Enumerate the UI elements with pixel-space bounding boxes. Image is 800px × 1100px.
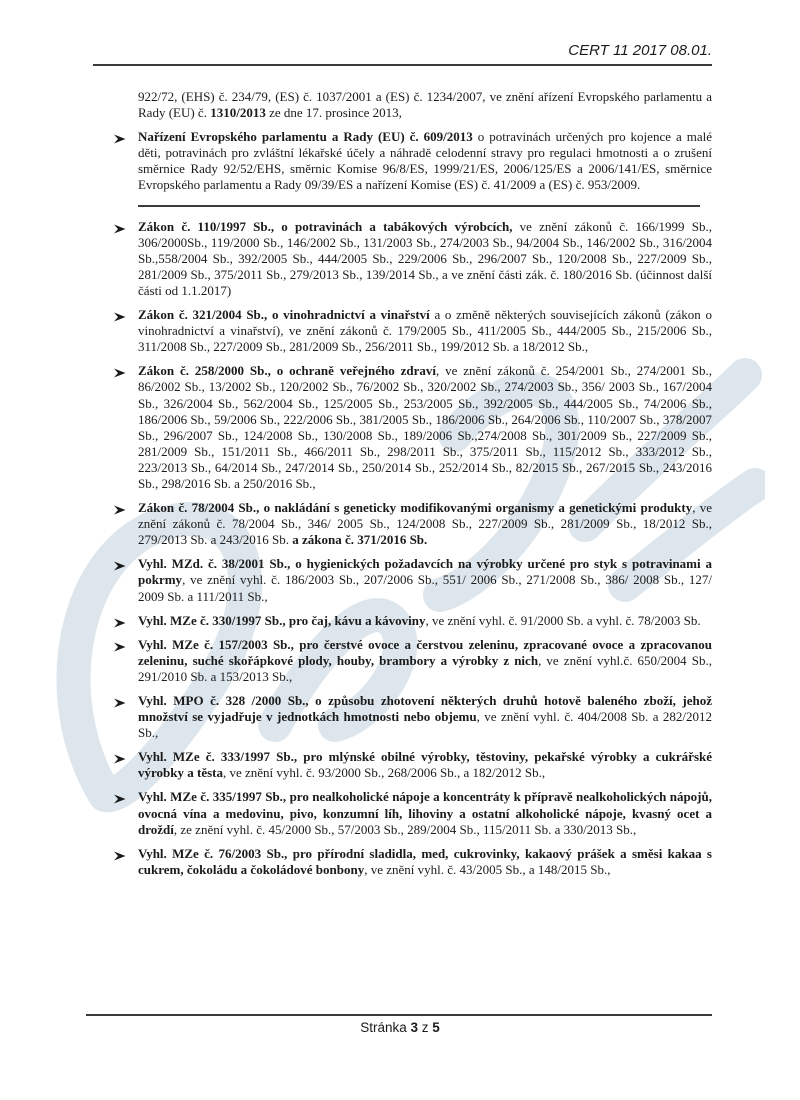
section-separator	[138, 205, 700, 207]
total-pages: 5	[432, 1020, 440, 1035]
arrow-bullet-icon	[114, 310, 126, 320]
bold-run: Vyhl. MZd. č. 38/2001 Sb., o hygienických požadavcích na výrobky určené pro styk s potravinami a pokrmy	[138, 556, 712, 588]
text-run: a o změně některých souvisejících zákonů (zákon o vinohradnictví a vinařství), ve znění zákonů č. 179/2005 Sb., 411/2005 Sb., 444/2005 Sb., 215/2006 Sb., 311/2008 Sb., 227/2009 Sb., 281/2009 Sb., 256/2011 Sb., 199/2012 Sb. a 18/2012 Sb.,	[138, 307, 712, 355]
header-rule	[93, 64, 712, 66]
text-run: o potravinách určených pro kojence a malé děti, potravinách pro zvláštní lékařské účely a náhradě celodenní stravy pro regulaci hmotnosti a o zrušení směrnice Rady 92/52/EHS, směrnic Komise 96/8/ES, 1999/21/ES, 2006/125/ES a 2006/141/ES, směrnice Evropského parlamentu a Rady 09/39/ES a nařízení Komise (ES) č. 41/2009 a (ES) č. 953/2009.	[138, 129, 712, 193]
list-item	[138, 556, 712, 604]
bold-run: Vyhl. MZe č. 157/2003 Sb., pro čerstvé ovoce a čerstvou zeleninu, zpracované ovoce a zpracovanou zeleninu, suché skořápkové plody, houby, brambory a výrobky z nich	[138, 636, 712, 668]
arrow-bullet-icon	[114, 640, 126, 650]
text-run: ve znění zákonů č. 166/1999 Sb., 306/2000Sb., 119/2000 Sb., 146/2002 Sb., 131/2003 Sb., 274/2003 Sb., 94/2004 Sb., 146/2002 Sb., 316/2004 Sb.,558/2004 Sb., 392/2005 Sb., 444/2005 Sb., 229/2006 Sb., 296/2007 Sb., 120/2008 Sb., 227/2009 Sb., 281/2009 Sb., 375/2011 Sb., 279/2013 Sb., 139/2014 Sb., a ve znění části zák. č. 180/2016 Sb. (účinnost další části od 1.1.2017)	[138, 218, 712, 298]
bold-run: Vyhl. MZe č. 335/1997 Sb., pro nealkoholické nápoje a koncentráty k přípravě nealkoholických nápojů, ovocná vína a medovinu, pivo, konzumní líh, lihoviny a ostatní alkoholické nápoje, kvasný ocet a droždí	[138, 789, 712, 837]
text-run: , ve znění vyhl.č. 650/2004 Sb., 291/2010 Sb. a 153/2013 Sb.,	[138, 652, 712, 684]
page-footer	[0, 1020, 800, 1035]
list-item	[138, 307, 712, 355]
list-item	[138, 637, 712, 685]
arrow-bullet-icon	[114, 559, 126, 569]
bold-run: Zákon č. 258/2000 Sb., o ochraně veřejného zdraví	[138, 363, 436, 379]
arrow-bullet-icon	[114, 222, 126, 232]
footer-rule	[86, 1014, 712, 1016]
arrow-bullet-icon	[114, 849, 126, 859]
text-run: , ve znění vyhl. č. 91/2000 Sb. a vyhl. č. 78/2003 Sb.	[425, 612, 701, 628]
footer-prefix: Stránka	[360, 1020, 407, 1035]
text-run: , ve znění vyhl. č. 404/2008 Sb. a 282/2012 Sb.,	[138, 709, 712, 741]
text-run: ze dne 17. prosince 2013,	[265, 105, 402, 121]
bold-run: Vyhl. MZe č. 333/1997 Sb., pro mlýnské obilné výrobky, těstoviny, pekařské výrobky a cukrářské výrobky a těsta	[138, 749, 712, 781]
text-run: , ve znění zákonů č. 254/2001 Sb., 274/2001 Sb., 86/2002 Sb., 13/2002 Sb., 120/2002 Sb., 76/2002 Sb., 320/2002 Sb., 274/2003 Sb., 356/ 2003 Sb., 167/2004 Sb., 326/2004 Sb., 562/2004 Sb., 125/2005 Sb., 253/2005 Sb., 392/2005 Sb., 444/2005 Sb., 74/2006 Sb., 186/2006 Sb., 59/2006 Sb., 222/2006 Sb., 381/2005 Sb., 186/2006 Sb., 264/2006 Sb., 110/2007 Sb., 378/2007 Sb., 296/2007 Sb., 124/2008 Sb., 130/2008 Sb., 189/2006 Sb.,274/2008 Sb., 301/2009 Sb., 227/2009 Sb., 281/2009 Sb., 151/2011 Sb., 466/2011 Sb., 298/2011 Sb., 375/2011 Sb., 115/2012 Sb., 333/2012 Sb., 223/2013 Sb., 64/2014 Sb., 247/2014 Sb., 250/2014 Sb., 252/2014 Sb., 82/2015 Sb., 267/2015 Sb., 243/2016 Sb., 298/2016 Sb. a 250/2016 Sb.,	[138, 363, 712, 491]
text-run: , ve znění vyhl. č. 186/2003 Sb., 207/2006 Sb., 551/ 2006 Sb., 271/2008 Sb., 386/ 2008 Sb., 127/ 2009 Sb. a 111/2011 Sb.,	[138, 572, 712, 604]
bold-run: a zákona č. 371/2016 Sb.	[292, 532, 428, 548]
bold-run: 1310/2013	[210, 105, 266, 121]
arrow-bullet-icon	[114, 616, 126, 626]
arrow-bullet-icon	[114, 132, 126, 142]
list-item	[138, 219, 712, 299]
text-run: , ve znění zákonů č. 78/2004 Sb., 346/ 2005 Sb., 124/2008 Sb., 227/2009 Sb., 281/2009 Sb., 18/2012 Sb., 279/2013 Sb. a 243/2016 Sb.	[138, 500, 712, 548]
bold-run: Vyhl. MZe č. 330/1997 Sb., pro čaj, kávu a kávoviny	[138, 612, 426, 628]
list-item	[138, 749, 712, 781]
paragraph-list	[138, 89, 712, 886]
list-item	[138, 500, 712, 548]
bold-run: Zákon č. 78/2004 Sb., o nakládání s geneticky modifikovanými organismy a genetickými produkty	[138, 500, 693, 516]
bold-run: Zákon č. 110/1997 Sb., o potravinách a tabákových výrobcích,	[138, 218, 513, 234]
bold-run: Vyhl. MPO č. 328 /2000 Sb., o způsobu zhotovení některých druhů hotově baleného zboží, jehož množství se vyjadřuje v jednotkách hmotnosti nebo objemu	[138, 693, 712, 725]
arrow-bullet-icon	[114, 696, 126, 706]
list-item	[138, 846, 712, 878]
page-number: 3	[410, 1020, 418, 1035]
arrow-bullet-icon	[114, 366, 126, 376]
bold-run: Zákon č. 321/2004 Sb., o vinohradnictví a vinařství	[138, 307, 430, 323]
bold-run: Nařízení Evropského parlamentu a Rady (EU) č. 609/2013	[138, 129, 473, 145]
paragraph	[138, 89, 712, 121]
text-run: , ve znění vyhl. č. 93/2000 Sb., 268/2006 Sb., a 182/2012 Sb.,	[222, 765, 546, 781]
arrow-bullet-icon	[114, 792, 126, 802]
footer-of-word: z	[421, 1020, 429, 1035]
arrow-bullet-icon	[114, 503, 126, 513]
list-item	[138, 363, 712, 492]
list-item	[138, 129, 712, 193]
text-run: , ve znění vyhl. č. 43/2005 Sb., a 148/2015 Sb.,	[364, 861, 611, 877]
text-run: 922/72, (EHS) č. 234/79, (ES) č. 1037/2001 a (ES) č. 1234/2007, ve znění ařízení Evropského parlamentu a Rady (EU) č.	[138, 89, 712, 121]
bold-run: Vyhl. MZe č. 76/2003 Sb., pro přírodní sladidla, med, cukrovinky, kakaový prášek a směsi kakaa s cukrem, čokoládu a čokoládové bonbony	[138, 845, 712, 877]
arrow-bullet-icon	[114, 752, 126, 762]
list-item	[138, 613, 712, 629]
list-item	[138, 693, 712, 741]
header-doc-code: CERT 11 2017 08.01.	[568, 42, 712, 59]
list-item	[138, 789, 712, 837]
text-run: , ze znění vyhl. č. 45/2000 Sb., 57/2003 Sb., 289/2004 Sb., 115/2011 Sb. a 330/2013 Sb.,	[173, 821, 637, 837]
